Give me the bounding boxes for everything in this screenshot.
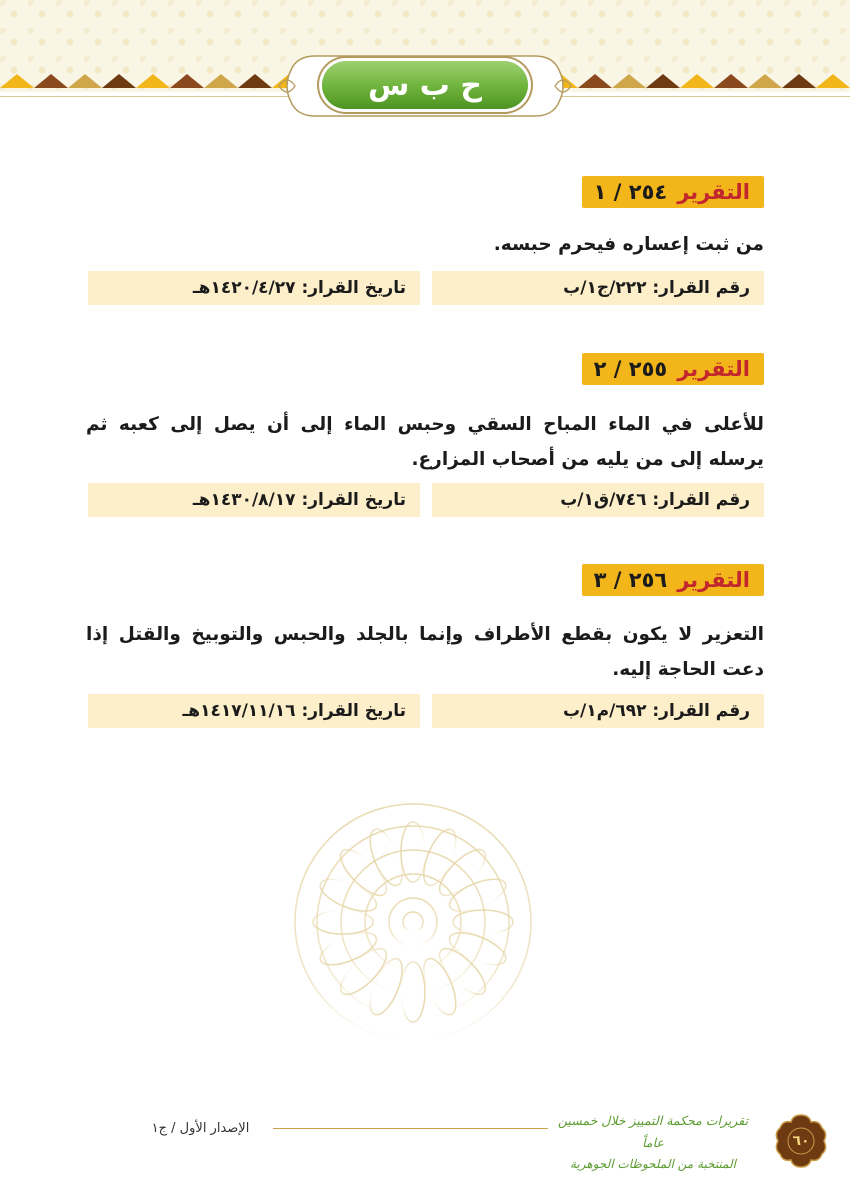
report-label-text: التقرير xyxy=(677,568,750,592)
report-label-3 xyxy=(582,564,764,596)
ornament-petal xyxy=(453,910,513,934)
header-triangle xyxy=(0,74,34,88)
report-number: ٢٥٥ / ٢ xyxy=(593,357,668,381)
ornament-petal xyxy=(445,926,510,971)
brand-line-2: المنتخبة من الملحوظات الجوهرية xyxy=(570,1157,736,1171)
report-label-text: التقرير xyxy=(677,180,750,204)
ornament-ring xyxy=(365,874,461,970)
decision-date-2: تاريخ القرار: ١٤٣٠/٨/١٧هـ xyxy=(88,483,420,517)
report-text-3: التعزير لا يكون بقطع الأطراف وإنما بالجلد والحبس والتوبيخ والقتل إذا دعت الحاجة إليه. xyxy=(86,624,764,680)
page-number: ٦٠ xyxy=(792,1133,810,1149)
header-triangle xyxy=(748,74,782,88)
page-title: ح ب س xyxy=(367,67,483,103)
report-label-2 xyxy=(582,353,764,385)
decision-date-1: تاريخ القرار: ١٤٢٠/٤/٢٧هـ xyxy=(88,271,420,305)
ornament-petal xyxy=(364,954,409,1019)
header-triangle xyxy=(680,74,714,88)
ornament-ring xyxy=(341,850,485,994)
report-text-2: للأعلى في الماء المباح السقي وحبس الماء إلى أن يصل إلى كعبه ثم يرسله إلى من يليه من أصحاب المزارع. xyxy=(86,414,764,470)
ornament-petal xyxy=(433,843,492,902)
ornament-petal xyxy=(364,825,409,890)
decision-number-3: رقم القرار: ٦٩٢/م١/ب xyxy=(432,694,764,728)
header-triangle xyxy=(782,74,816,88)
decision-date-3: تاريخ القرار: ١٤١٧/١١/١٦هـ xyxy=(88,694,420,728)
header-triangle xyxy=(714,74,748,88)
ornament-petal xyxy=(445,873,510,918)
ornament-ring xyxy=(317,826,509,1018)
ornament-petal xyxy=(334,843,393,902)
report-text-1: من ثبت إعساره فيحرم حبسه. xyxy=(493,234,764,255)
ornament-petal xyxy=(401,962,425,1022)
report-label-1 xyxy=(582,176,764,208)
header-triangle xyxy=(578,74,612,88)
ornament-petal xyxy=(313,910,373,934)
decision-number-2: رقم القرار: ٧٤٦/ق١/ب xyxy=(432,483,764,517)
ornament-ring xyxy=(389,898,437,946)
ornament-petal xyxy=(417,954,462,1019)
page-number-badge xyxy=(772,1112,830,1170)
ornament-petal xyxy=(316,873,381,918)
report-number: ٢٥٤ / ١ xyxy=(593,180,668,204)
header-triangle xyxy=(170,74,204,88)
header-triangle xyxy=(136,74,170,88)
header-triangle xyxy=(646,74,680,88)
ornament-petal xyxy=(316,926,381,971)
arabesque-ornament xyxy=(278,772,548,1102)
footer-edition: الإصدار الأول / ج١ xyxy=(128,1115,273,1141)
page-title-pill xyxy=(322,61,528,109)
header-triangle xyxy=(238,74,272,88)
decision-number-1: رقم القرار: ٢٢٢/ج١/ب xyxy=(432,271,764,305)
footer-brand xyxy=(548,1110,758,1171)
ornament-petal xyxy=(401,822,425,882)
header-triangle xyxy=(816,74,850,88)
ornament-petal xyxy=(433,942,492,1001)
header-triangle xyxy=(204,74,238,88)
header-triangle xyxy=(612,74,646,88)
ornament-ring xyxy=(295,804,531,1040)
ornament-petal xyxy=(417,825,462,890)
ornament-petal xyxy=(334,942,393,1001)
header-triangle xyxy=(102,74,136,88)
report-label-text: التقرير xyxy=(677,357,750,381)
brand-line-1: تقريرات محكمة التمييز خلال خمسين عاماً xyxy=(557,1113,749,1150)
header-triangle xyxy=(68,74,102,88)
header-triangle xyxy=(34,74,68,88)
report-number: ٢٥٦ / ٣ xyxy=(593,568,668,592)
ornament-ring xyxy=(403,912,423,932)
